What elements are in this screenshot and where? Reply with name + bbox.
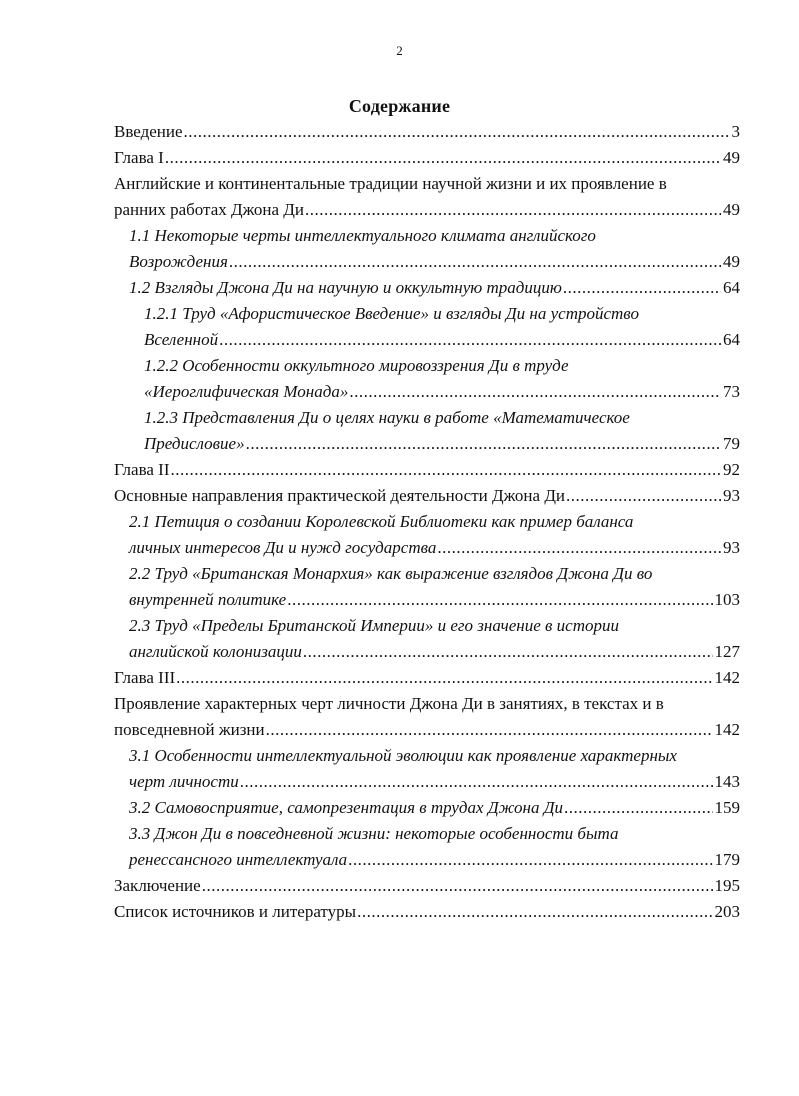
toc-page-number: 195 [714, 876, 740, 895]
toc-entry-text-line1: 1.2.3 Представления Ди о целях науки в работе «Математическое [144, 408, 630, 427]
dot-leader [219, 327, 721, 353]
toc-page-number: 142 [714, 668, 740, 687]
toc-entry-1-1[interactable] [114, 223, 740, 275]
toc-page-number: 143 [714, 772, 740, 791]
toc-entry-text: Глава I [114, 148, 164, 167]
toc-entry-text: Вселенной [144, 330, 219, 349]
dot-leader [566, 483, 721, 509]
toc-entry-1-2-2[interactable] [114, 353, 740, 405]
dot-leader [349, 379, 721, 405]
toc-entry-text-line1: 2.3 Труд «Пределы Британской Империи» и его значение в истории [129, 616, 619, 635]
dot-leader [165, 145, 721, 171]
toc-page-number: 92 [723, 460, 740, 479]
dot-leader [563, 275, 721, 301]
toc-page-number: 127 [714, 642, 740, 661]
toc-entry-text-line1: 3.1 Особенности интеллектуальной эволюции как проявление характерных [129, 746, 677, 765]
toc-entry-introduction[interactable] [114, 119, 740, 145]
toc-entry-3-3[interactable] [114, 821, 740, 873]
toc-entry-text: 3.2 Самовосприятие, самопрезентация в трудах Джона Ди [129, 798, 564, 817]
toc-page-number: 79 [723, 434, 740, 453]
toc-entry-1-2-1[interactable] [114, 301, 740, 353]
toc-page-number: 179 [714, 850, 740, 869]
dot-leader [357, 899, 712, 925]
toc-page-number: 64 [723, 278, 740, 297]
toc-entry-text: Предисловие» [144, 434, 245, 453]
dot-leader [202, 873, 713, 899]
table-of-contents [114, 119, 740, 925]
toc-entry-text: 1.2 Взгляды Джона Ди на научную и оккультную традицию [129, 278, 562, 297]
page-number: 2 [396, 43, 403, 58]
toc-entry-3-2[interactable] [114, 795, 740, 821]
toc-entry-text: Возрождения [129, 252, 228, 271]
toc-entry-1-2-3[interactable] [114, 405, 740, 457]
toc-entry-text-line1: 2.2 Труд «Британская Монархия» как выражение взглядов Джона Ди во [129, 564, 653, 583]
toc-page-number: 49 [723, 252, 740, 271]
toc-page-number: 103 [714, 590, 740, 609]
toc-entry-text-line1: Проявление характерных черт личности Джона Ди в занятиях, в текстах и в [114, 694, 664, 713]
toc-entry-chapter-2-title[interactable] [114, 483, 740, 509]
toc-page-number: 93 [723, 486, 740, 505]
toc-entry-text-line1: 3.3 Джон Ди в повседневной жизни: некоторые особенности быта [129, 824, 619, 843]
dot-leader [171, 457, 722, 483]
toc-entry-text: Заключение [114, 876, 201, 895]
dot-leader [305, 197, 721, 223]
dot-leader [348, 847, 712, 873]
toc-entry-chapter-1[interactable] [114, 145, 740, 171]
toc-entry-chapter-1-title[interactable] [114, 171, 740, 223]
dot-leader [240, 769, 713, 795]
dot-leader [176, 665, 712, 691]
page-title: Содержание [348, 96, 451, 116]
toc-entry-text: Введение [114, 122, 183, 141]
toc-entry-text: английской колонизации [129, 642, 302, 661]
toc-entry-text-line1: Английские и континентальные традиции научной жизни и их проявление в [114, 174, 667, 193]
toc-page-number: 73 [723, 382, 740, 401]
toc-entry-text-line1: 1.2.1 Труд «Афористическое Введение» и взгляды Ди на устройство [144, 304, 639, 323]
toc-page-number: 159 [714, 798, 740, 817]
toc-entry-2-2[interactable] [114, 561, 740, 613]
toc-page-number: 64 [723, 330, 740, 349]
toc-entry-chapter-2[interactable] [114, 457, 740, 483]
toc-entry-2-1[interactable] [114, 509, 740, 561]
toc-page-number: 3 [731, 122, 740, 141]
toc-entry-2-3[interactable] [114, 613, 740, 665]
toc-entry-conclusion[interactable] [114, 873, 740, 899]
dot-leader [564, 795, 712, 821]
toc-entry-text: черт личности [129, 772, 239, 791]
toc-page-number: 203 [714, 902, 740, 921]
toc-entry-chapter-3[interactable] [114, 665, 740, 691]
dot-leader [246, 431, 721, 457]
toc-entry-chapter-3-title[interactable] [114, 691, 740, 743]
dot-leader [287, 587, 712, 613]
toc-entry-text: повседневной жизни [114, 720, 265, 739]
toc-entry-text: Глава II [114, 460, 170, 479]
dot-leader [303, 639, 713, 665]
dot-leader [266, 717, 713, 743]
toc-page-number: 49 [723, 200, 740, 219]
toc-entry-text: «Иероглифическая Монада» [144, 382, 349, 401]
dot-leader [184, 119, 730, 145]
toc-entry-text-line1: 1.2.2 Особенности оккультного мировоззрения Ди в труде [144, 356, 569, 375]
toc-entry-text: личных интересов Ди и нужд государства [129, 538, 437, 557]
toc-entry-text-line1: 1.1 Некоторые черты интеллектуального климата английского [129, 226, 596, 245]
toc-entry-3-1[interactable] [114, 743, 740, 795]
toc-entry-text: ранних работах Джона Ди [114, 200, 304, 219]
toc-entry-text: Основные направления практической деятельности Джона Ди [114, 486, 566, 505]
toc-page-number: 93 [723, 538, 740, 557]
toc-page-number: 142 [714, 720, 740, 739]
toc-entry-text: Глава III [114, 668, 176, 687]
dot-leader [437, 535, 721, 561]
toc-entry-bibliography[interactable] [114, 899, 740, 925]
toc-page-number: 49 [723, 148, 740, 167]
toc-entry-text: ренессансного интеллектуала [129, 850, 348, 869]
toc-entry-1-2[interactable] [114, 275, 740, 301]
toc-entry-text: Список источников и литературы [114, 902, 357, 921]
toc-entry-text-line1: 2.1 Петиция о создании Королевской Библиотеки как пример баланса [129, 512, 634, 531]
dot-leader [229, 249, 721, 275]
toc-entry-text: внутренней политике [129, 590, 287, 609]
